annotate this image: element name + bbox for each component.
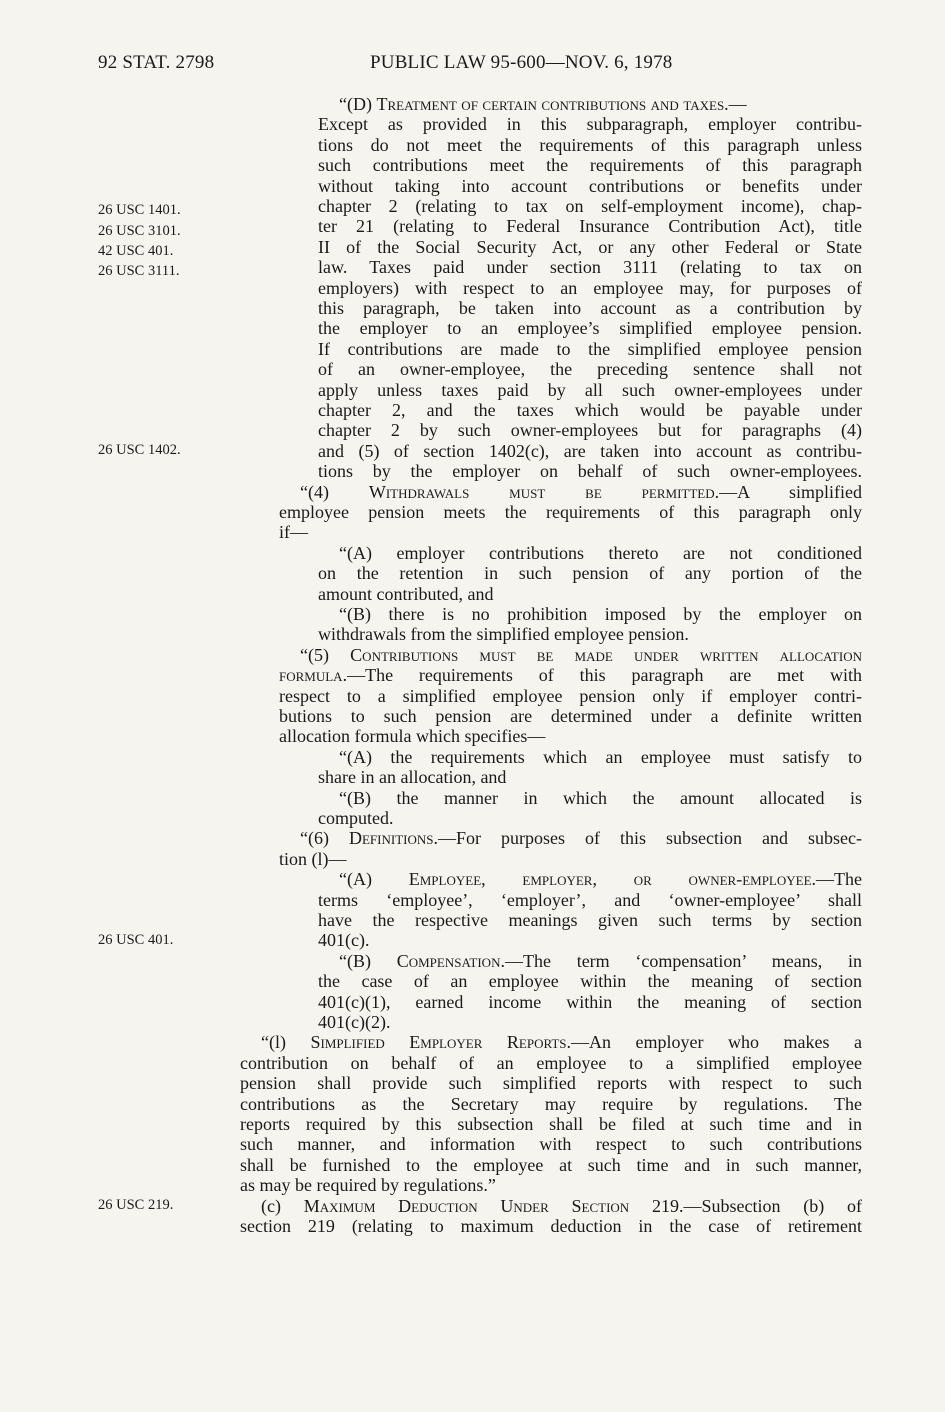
text-line: butions to such pension are determined under a definite written: [279, 706, 862, 726]
section-heading: formula: [279, 665, 343, 686]
margin-citation: 26 USC 219.: [98, 1197, 174, 1213]
text-line: [261, 1032, 862, 1053]
text-line: without taking into account contributions or benefits under: [318, 175, 862, 196]
heading-continuation: .—The: [811, 869, 863, 890]
heading-continuation: .—The requirements of this paragraph are met with: [342, 665, 862, 686]
text-line: this paragraph, be taken into account as a contribution by: [318, 298, 862, 318]
text-line: chapter 2, and the taxes which would be payable under: [318, 400, 862, 420]
running-header-title: PUBLIC LAW 95-600—NOV. 6, 1978: [370, 52, 673, 73]
section-heading: Compensation: [396, 950, 501, 971]
heading-number: “(4): [300, 481, 369, 502]
heading-continuation: .—The term ‘compensation’ means, in: [500, 950, 862, 971]
text-line: “(B) the manner in which the amount allocated is: [339, 787, 862, 808]
section-heading: Employee, employer, or owner-employee: [408, 869, 812, 890]
text-line: If contributions are made to the simplified employee pension: [318, 338, 862, 359]
section-heading: Definitions: [348, 828, 434, 849]
text-line: such contributions meet the requirements of this paragraph: [318, 155, 862, 176]
text-line: [300, 645, 862, 666]
text-line: chapter 2 (relating to tax on self-employment income), chap-: [318, 196, 862, 216]
section-heading: Withdrawals must be permitted: [368, 481, 715, 502]
margin-citation: 42 USC 401.: [98, 243, 174, 259]
text-line: [339, 951, 862, 972]
heading-continuation: .—A simplified: [714, 481, 862, 502]
margin-citation: 26 USC 1401.: [98, 202, 181, 218]
text-line: on the retention in such pension of any portion of the: [318, 563, 862, 584]
text-line: Except as provided in this subparagraph, employer contribu-: [318, 114, 862, 135]
text-line: withdrawals from the simplified employee pension.: [318, 624, 689, 645]
text-line: tions by the employer on behalf of such owner-employees.: [318, 461, 862, 482]
text-line: contributions as the Secretary may require by regulations. The: [240, 1093, 862, 1114]
heading-number: “(l): [261, 1032, 311, 1053]
text-line: such manner, and information with respect to such contributions: [240, 1134, 862, 1155]
statute-reference: 92 STAT. 2798: [98, 52, 215, 73]
text-line: 401(c)(1), earned income within the meaning of section: [318, 991, 862, 1012]
text-line: II of the Social Security Act, or any other Federal or State: [318, 236, 862, 257]
text-line: contribution on behalf of an employee to a simplified employee: [240, 1052, 862, 1073]
text-line: chapter 2 by such owner-employees but for paragraphs (4): [318, 420, 862, 441]
text-line: apply unless taxes paid by all such owner-employees under: [318, 379, 862, 400]
text-line: [261, 1196, 862, 1217]
text-line: [300, 482, 862, 503]
text-line: allocation formula which specifies—: [279, 726, 546, 747]
heading-number: “(6): [300, 828, 349, 849]
section-heading: Simplified Employer Reports: [310, 1032, 567, 1053]
text-line: “(B) there is no prohibition imposed by the employer on: [339, 604, 862, 624]
heading-continuation: .—Subsection (b) of: [678, 1195, 863, 1216]
text-line: tions do not meet the requirements of this paragraph unless: [318, 134, 862, 155]
text-line: law. Taxes paid under section 3111 (relating to tax on: [318, 257, 862, 278]
text-line: pension shall provide such simplified reports with respect to such: [240, 1073, 862, 1094]
text-line: [339, 869, 862, 890]
heading-continuation: .—For purposes of this subsection and subsec-: [433, 828, 862, 849]
text-line: “(A) employer contributions thereto are not conditioned: [339, 542, 862, 563]
text-line: if—: [279, 522, 308, 543]
text-line: “(A) the requirements which an employee must satisfy to: [339, 746, 862, 767]
text-line: 401(c)(2).: [318, 1012, 391, 1032]
text-line: [339, 94, 747, 115]
text-line: section 219 (relating to maximum deduction in the case of retirement: [240, 1216, 862, 1236]
text-line: computed.: [318, 808, 394, 828]
heading-continuation: .—An employer who makes a: [566, 1032, 862, 1053]
text-line: [300, 828, 862, 849]
heading-number: “(B): [339, 950, 397, 971]
text-line: as may be required by regulations.”: [240, 1175, 496, 1196]
text-line: amount contributed, and: [318, 583, 494, 604]
text-line: employee pension meets the requirements of this paragraph only: [279, 502, 862, 522]
section-heading: Treatment of certain contributions and taxes: [376, 94, 725, 114]
text-line: share in an allocation, and: [318, 767, 507, 788]
text-line: reports required by this subsection shall be filed at such time and in: [240, 1114, 862, 1134]
margin-citation: 26 USC 3111.: [98, 263, 180, 279]
text-line: the case of an employee within the meaning of section: [318, 971, 862, 992]
text-line: shall be furnished to the employee at such time and in such manner,: [240, 1154, 862, 1175]
text-line: and (5) of section 1402(c), are taken into account as contribu-: [318, 440, 862, 461]
heading-number: “(D): [339, 94, 377, 114]
text-line: 401(c).: [318, 930, 370, 951]
section-heading: Contributions must be made under written allocation: [350, 644, 862, 665]
heading-number: “(5): [300, 644, 351, 665]
text-line: of an owner-employee, the preceding sentence shall not: [318, 359, 862, 380]
text-line: respect to a simplified employee pension only if employer contri-: [279, 685, 862, 706]
section-heading: Maximum Deduction Under Section 219: [303, 1195, 679, 1216]
text-line: [279, 665, 862, 686]
text-line: employers) with respect to an employee may, for purposes of: [318, 277, 862, 298]
margin-citation: 26 USC 1402.: [98, 442, 181, 458]
heading-number: (c): [261, 1195, 304, 1216]
margin-citation: 26 USC 401.: [98, 932, 174, 948]
margin-citation: 26 USC 3101.: [98, 223, 181, 239]
heading-continuation: .—: [724, 94, 747, 114]
text-line: ter 21 (relating to Federal Insurance Contribution Act), title: [318, 216, 862, 237]
text-line: the employer to an employee’s simplified employee pension.: [318, 318, 862, 339]
text-line: have the respective meanings given such terms by section: [318, 910, 862, 930]
text-line: terms ‘employee’, ‘employer’, and ‘owner-employee’ shall: [318, 889, 862, 910]
heading-number: “(A): [339, 869, 409, 890]
text-line: tion (l)—: [279, 848, 347, 869]
